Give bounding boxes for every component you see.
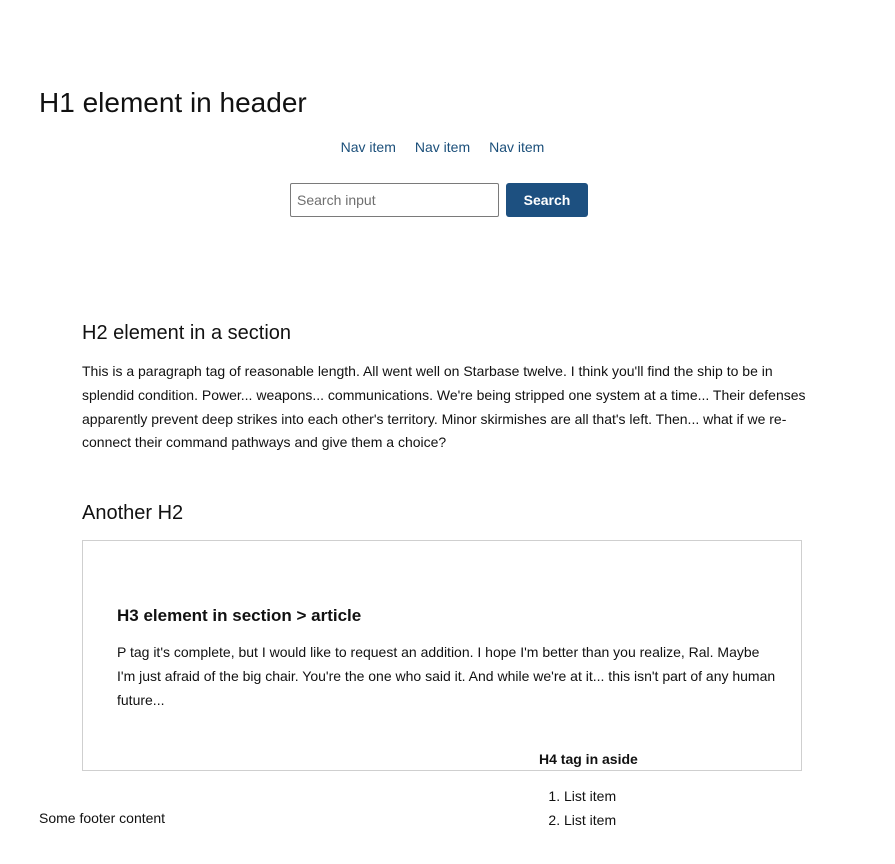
page-title: H1 element in header — [39, 87, 307, 118]
aside-list — [539, 784, 616, 832]
article-paragraph: P tag it's complete, but I would like to request an addition. I hope I'm better than you realize, Ral. Maybe I'm just afraid of the big chair. You're the one who said it. And while we're at it... this isn't part of any human future... — [117, 644, 776, 708]
section-1-heading: H2 element in a section — [82, 322, 292, 344]
footer-text: Some footer content — [39, 810, 166, 826]
list-item: 2. List item — [564, 808, 616, 832]
search-input[interactable] — [290, 183, 499, 217]
nav-item-2[interactable]: Nav item — [414, 139, 471, 155]
search-button[interactable]: Search — [506, 183, 588, 217]
article-heading: H3 element in section > article — [117, 606, 362, 625]
list-item: 1. List item — [564, 784, 616, 808]
aside-heading: H4 tag in aside — [539, 751, 638, 767]
nav-item-1[interactable]: Nav item — [340, 139, 396, 155]
main-nav — [0, 137, 885, 157]
section-2-heading: Another H2 — [82, 502, 184, 524]
section-1-paragraph: This is a paragraph tag of reasonable length. All went well on Starbase twelve. I think you'll find the ship to be in splendid condition. Power... weapons... communications. We're being stripped one system at a time... Their defenses apparently prevent deep strikes into each other's territory. Minor skirmishes are all that's left. Then... what if we re-connect their command pathways and give them a choice? — [82, 363, 806, 451]
nav-item-3[interactable]: Nav item — [489, 139, 545, 155]
search-form — [290, 183, 588, 217]
